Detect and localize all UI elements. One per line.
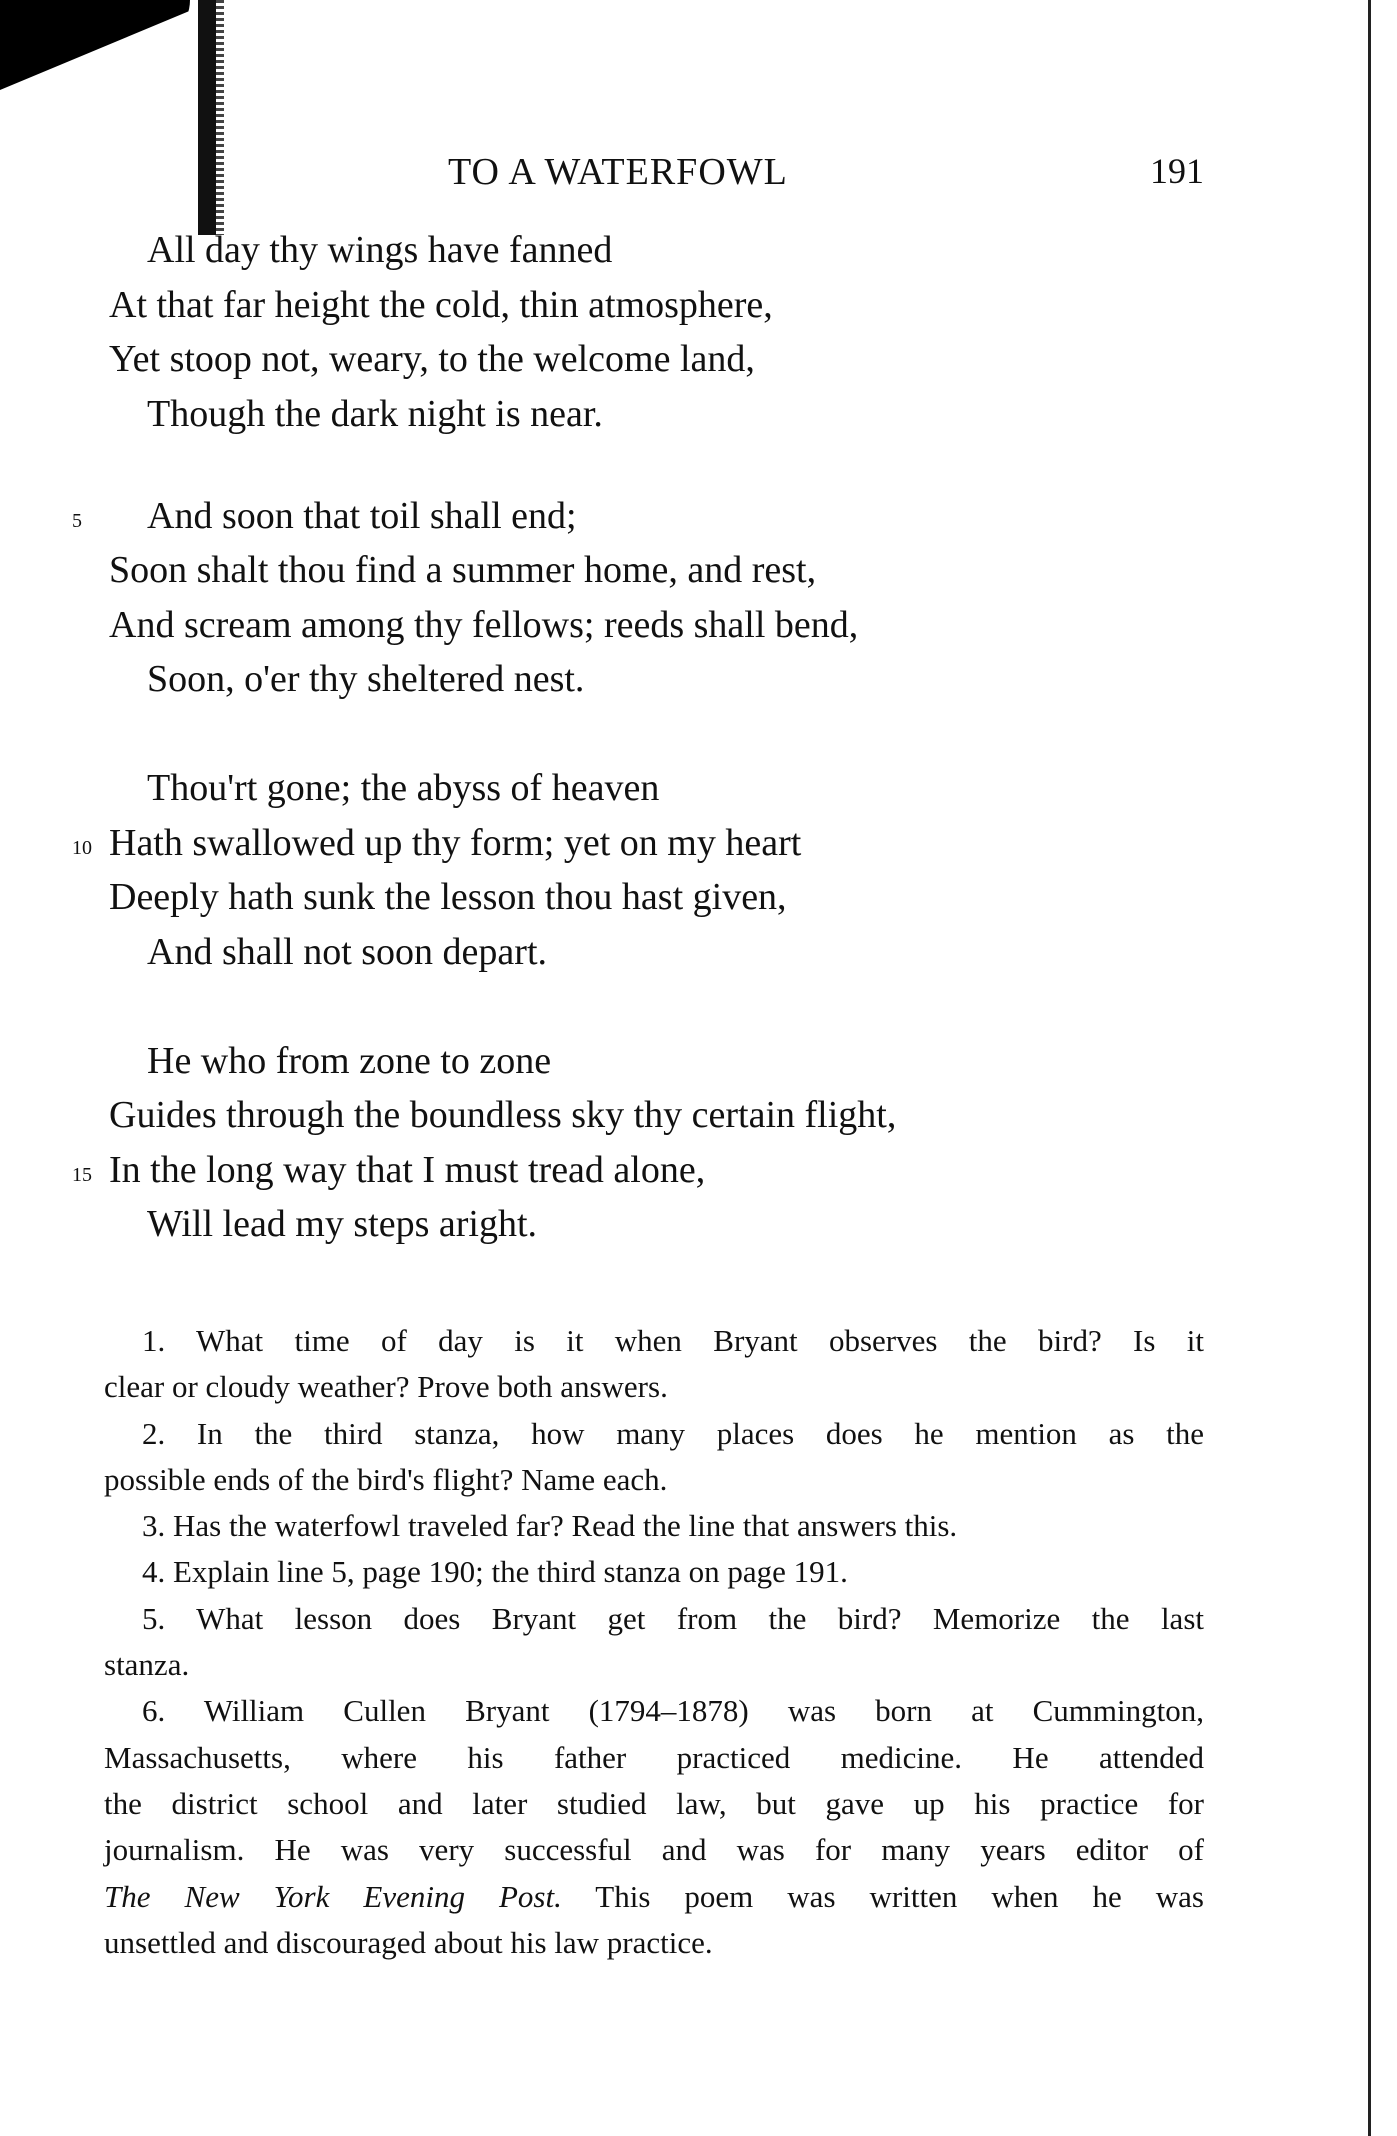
note-line: 3. Has the waterfowl traveled far? Read the line that answers this.	[142, 1508, 958, 1544]
page-number: 191	[1150, 151, 1204, 191]
note-line: clear or cloudy weather? Prove both answers.	[104, 1369, 668, 1405]
poem-line: Deeply hath sunk the lesson thou hast given,	[109, 876, 787, 918]
poem-line: Hath swallowed up thy form; yet on my heart	[109, 822, 802, 864]
note-line: 1. What time of day is it when Bryant observes the bird? Is it	[142, 1323, 1204, 1358]
poem-line: And soon that toil shall end;	[147, 495, 577, 537]
poem-line: Will lead my steps aright.	[147, 1203, 538, 1245]
note-line: 5. What lesson does Bryant get from the bird? Memorize the last	[142, 1600, 1204, 1636]
note-line: possible ends of the bird's flight? Name each.	[104, 1461, 668, 1497]
poem-line: Soon, o'er thy sheltered nest.	[147, 658, 585, 700]
note-line: Massachusetts, where his father practiced medicine. He attended	[104, 1739, 1204, 1775]
note-line: journalism. He was very successful and was for many years editor of	[104, 1832, 1204, 1868]
poem-line: At that far height the cold, thin atmosphere,	[109, 284, 773, 326]
poem-line: Yet stoop not, weary, to the welcome land,	[109, 338, 755, 380]
note-line: the district school and later studied law, but gave up his practice for	[104, 1785, 1204, 1821]
note-line: 4. Explain line 5, page 190; the third stanza on page 191.	[142, 1554, 848, 1590]
running-header	[0, 150, 1397, 200]
note-line: unsettled and discouraged about his law practice.	[104, 1924, 713, 1960]
note-text: This poem was written when he was	[561, 1878, 1204, 1914]
note-line: stanza.	[104, 1647, 190, 1683]
poem-line: All day thy wings have fanned	[147, 229, 613, 271]
poem-line: In the long way that I must tread alone,	[109, 1149, 706, 1191]
poem-line: Thou'rt gone; the abyss of heaven	[147, 767, 660, 809]
page-title: TO A WATERFOWL	[448, 151, 788, 193]
line-number: 5	[72, 510, 82, 532]
newspaper-title: The New York Evening Post.	[104, 1878, 562, 1914]
note-line	[104, 1874, 1204, 1920]
line-number: 10	[72, 837, 92, 859]
poem-line: Though the dark night is near.	[147, 393, 603, 435]
note-line: 2. In the third stanza, how many places does he mention as the	[142, 1415, 1204, 1451]
note-line: 6. William Cullen Bryant (1794–1878) was born at Cummington,	[142, 1693, 1204, 1729]
poem-line: He who from zone to zone	[147, 1040, 552, 1082]
poem-line: Soon shalt thou find a summer home, and rest,	[109, 549, 817, 591]
line-number: 15	[72, 1164, 92, 1186]
poem-line: Guides through the boundless sky thy certain flight,	[109, 1094, 897, 1136]
poem-line: And shall not soon depart.	[147, 931, 548, 973]
poem-line: And scream among thy fellows; reeds shall bend,	[109, 604, 859, 646]
study-notes	[104, 1318, 1204, 1966]
scan-corner-shadow	[0, 0, 190, 90]
scan-right-edge	[1368, 0, 1371, 2136]
